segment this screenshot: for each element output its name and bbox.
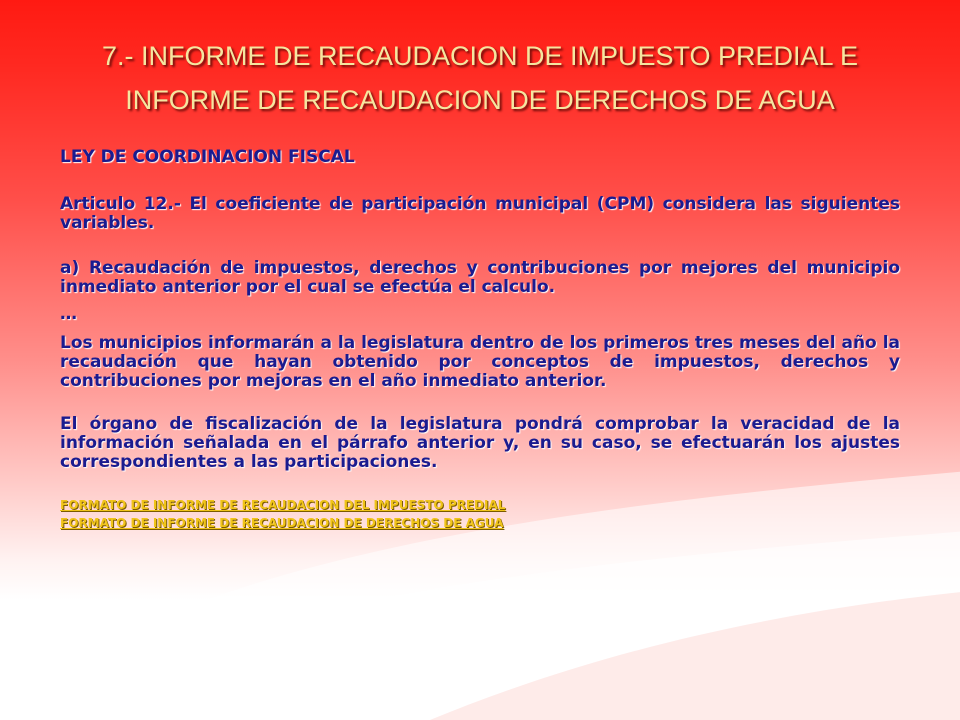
link-formato-impuesto-predial[interactable]: FORMATO DE INFORME DE RECAUDACION DEL IMPUESTO PREDIAL xyxy=(60,498,506,512)
format-links xyxy=(60,496,900,532)
ellipsis-text: … xyxy=(60,304,77,324)
article-paragraph: Articulo 12.- El coeficiente de participación municipal (CPM) considera las siguientes variables. xyxy=(60,194,900,233)
slide-title: 7.- INFORME DE RECAUDACION DE IMPUESTO PREDIAL E INFORME DE RECAUDACION DE DERECHOS DE AGUA xyxy=(101,41,859,115)
municipios-paragraph: Los municipios informarán a la legislatura dentro de los primeros tres meses del año la recaudación que hayan obtenido por conceptos de impuestos, derechos y contribuciones por mejoras en el año inmediato anterior. xyxy=(60,333,900,391)
link-formato-derechos-agua[interactable]: FORMATO DE INFORME DE RECAUDACION DE DERECHOS DE AGUA xyxy=(60,516,504,530)
variable-a-paragraph: a) Recaudación de impuestos, derechos y contribuciones por mejores del municipio inmediato anterior por el cual se efectúa el calculo. xyxy=(60,258,900,297)
fiscalizacion-paragraph: El órgano de fiscalización de la legislatura pondrá comprobar la veracidad de la información señalada en el párrafo anterior y, en su caso, se efectuarán los ajustes correspondientes a las participaciones. xyxy=(60,414,900,472)
slide-body xyxy=(60,148,900,532)
law-heading: LEY DE COORDINACION FISCAL xyxy=(60,147,355,167)
